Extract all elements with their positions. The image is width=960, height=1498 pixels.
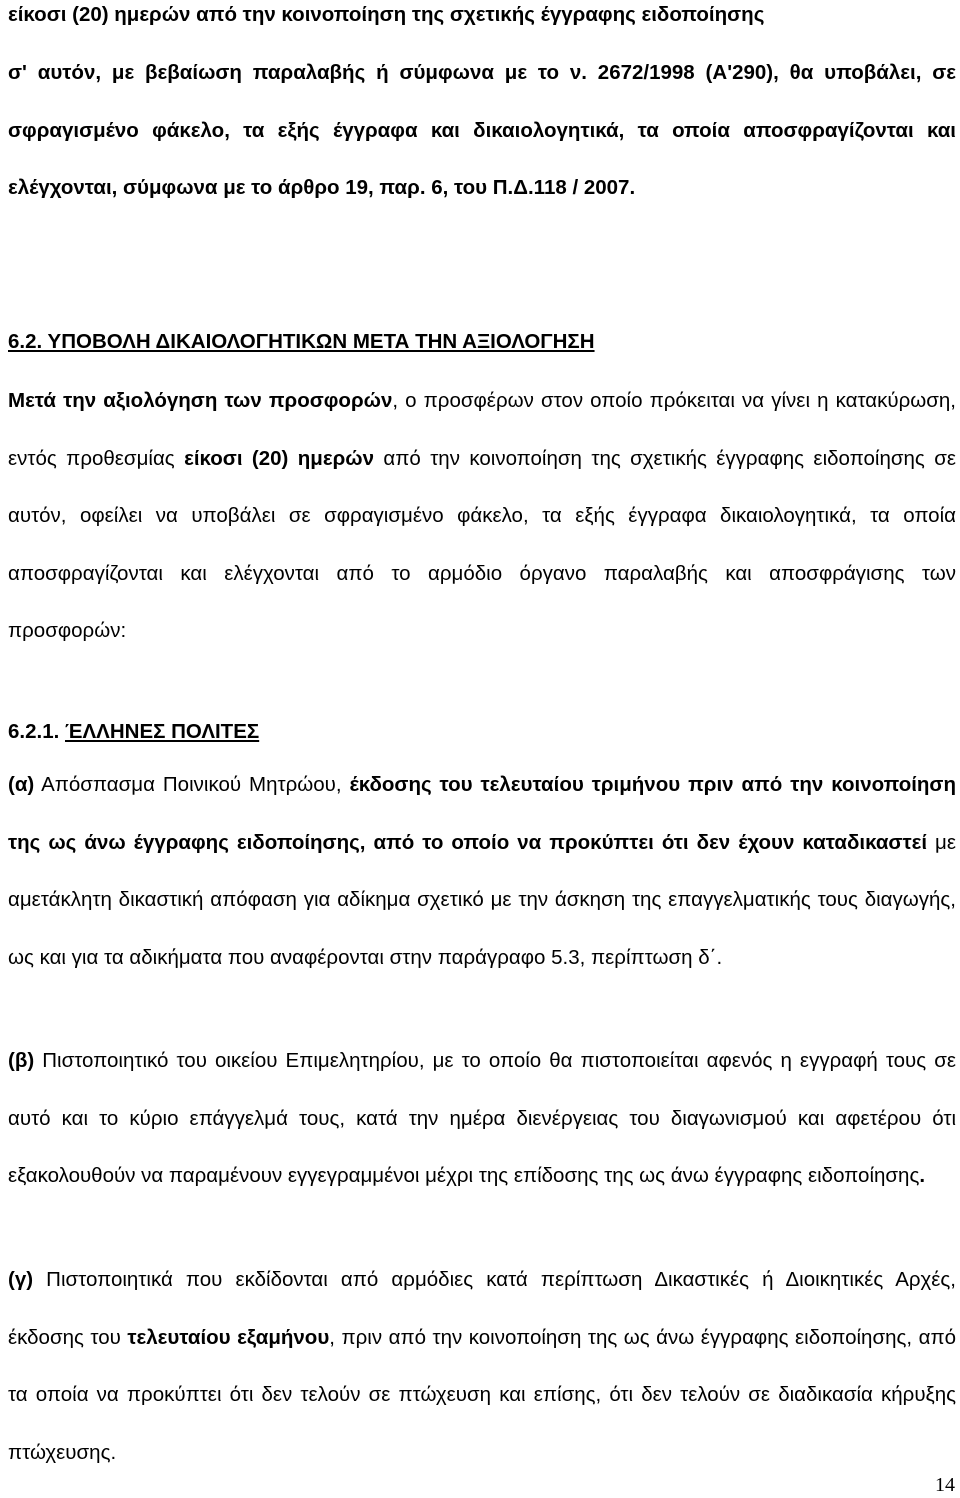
item-a-bold-1: έκδοσης του τελευταίου τριμήνου πριν από την κοινοποίηση της ως άνω έγγραφης ειδοποίησης, από το οποίο να προκύπτει ότι δεν έχουν καταδικαστεί [8,773,956,854]
item-c-bold-1: τελευταίου εξαμήνου [127,1325,330,1349]
section-6-2-1-number: 6.2.1. [8,720,60,743]
intro-line-1: είκοσι (20) ημερών από την κοινοποίηση της σχετικής έγγραφης ειδοποίησης [8,3,765,26]
section-6-2-1-heading [8,718,259,746]
section-6-2-text-1: , ο προσφέρων στον οποίο πρόκειται να γίνει η κατακύρωση, εντός προθεσμίας [8,389,956,470]
item-a-paragraph [8,756,956,986]
intro-first-line [8,0,956,44]
intro-paragraph [8,44,956,217]
section-6-2-paragraph [8,372,956,660]
item-c-text-1: Πιστοποιητικά που εκδίδονται από αρμόδιες κατά περίπτωση Δικαστικές ή Διοικητικές Αρχές, έκδοσης του [8,1268,956,1349]
item-b-dot: . [919,1164,926,1187]
section-6-2-1-title: ΈΛΛΗΝΕΣ ΠΟΛΙΤΕΣ [65,720,260,743]
section-6-2-bold-2: είκοσι (20) ημερών [184,446,374,470]
item-c-label: (γ) [8,1268,34,1291]
item-a-text-1: Απόσπασμα Ποινικού Μητρώου, [34,773,350,796]
item-c-paragraph [8,1251,956,1481]
item-a-text-2: με αμετάκλητη δικαστική απόφαση για αδίκημα σχετικό με την άσκηση της επαγγελματικής τους διαγωγής, ως και για τα αδικήματα που αναφέρονται στην παράγραφο 5.3, περίπτωση δ΄. [8,830,956,969]
item-c-text-2: , πριν από την κοινοποίηση της ως άνω έγγραφης ειδοποίησης, από τα οποία να προκύπτει ότι δεν τελούν σε πτώχευση και επίσης, ότι δεν τελούν σε διαδικασία κήρυξης πτώχευσης. [8,1325,956,1464]
item-b-text-1: Πιστοποιητικό του οικείου Επιμελητηρίου, με το οποίο θα πιστοποιείται αφενός η εγγραφή τους σε αυτό και το κύριο επάγγελμά τους, κατά την ημέρα διενέργειας του διαγωνισμού και αφετέρου ότι εξακολουθούν να παραμένουν εγγεγραμμένοι μέχρι της επίδοσης της ως άνω έγγραφης ειδοποίησης [8,1049,956,1187]
item-a-label: (α) [8,773,35,796]
item-b-paragraph [8,1032,956,1205]
page-number: 14 [935,1474,955,1496]
section-6-2-bold-1: Μετά την αξιολόγηση των προσφορών [8,389,393,412]
item-b-label: (β) [8,1049,35,1072]
intro-text: σ' αυτόν, με βεβαίωση παραλαβής ή σύμφωνα με το ν. 2672/1998 (Α'290), θα υποβάλει, σε σφραγισμένο φάκελο, τα εξής έγγραφα και δικαιολογητικά, τα οποία αποσφραγίζονται και ελέγχονται, σύμφωνα με το άρθρο 19, παρ. 6, του Π.Δ.118 / 2007. [8,61,956,199]
section-6-2-heading: 6.2. ΥΠΟΒΟΛΗ ΔΙΚΑΙΟΛΟΓΗΤΙΚΩΝ ΜΕΤΑ ΤΗΝ ΑΞΙΟΛΟΓΗΣΗ [8,330,595,353]
section-6-2-text-2: από την κοινοποίηση της σχετικής έγγραφης ειδοποίησης σε αυτόν, οφείλει να υποβάλει σε σφραγισμένο φάκελο, τα εξής έγγραφα δικαιολογητικά, τα οποία αποσφραγίζονται και ελέγχονται από το αρμόδιο όργανο παραλαβής και αποσφράγισης των προσφορών: [8,446,956,642]
